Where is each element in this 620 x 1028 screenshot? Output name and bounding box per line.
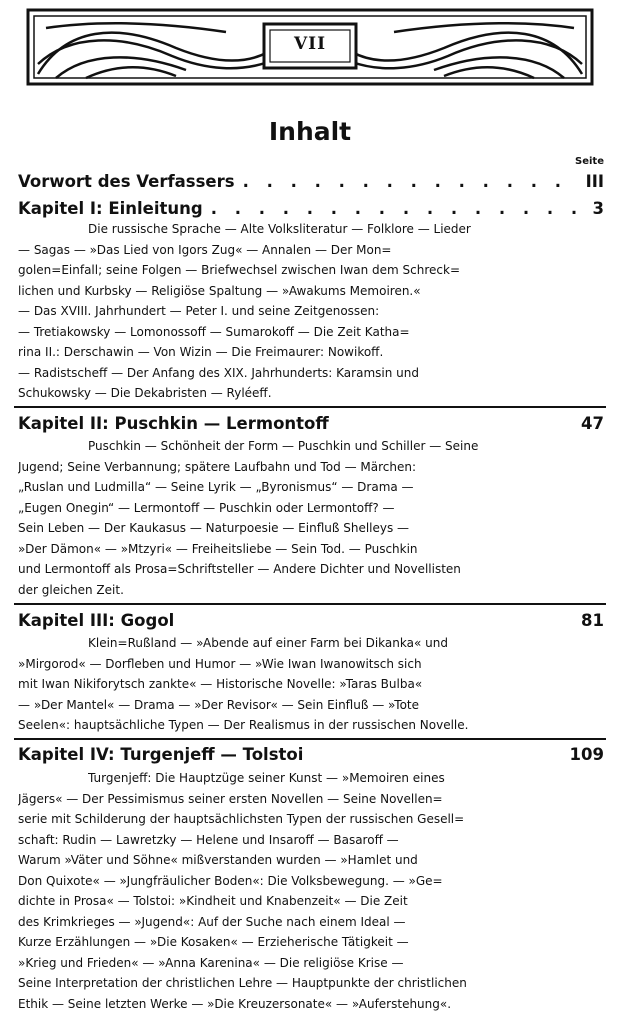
summary-line: golen=Einfall; seine Folgen — Briefwechsel zwischen Iwan dem Schreck= [18,263,461,277]
summary-line: Don Quixote« — »Jungfräulicher Boden«: Die Volksbewegung. — »Ge= [18,873,443,888]
entry-label: Kapitel III: Gogol [18,611,175,630]
summary-line: rina II.: Derschawin — Von Wizin — Die Freimaurer: Nowikoff. [18,345,384,359]
toc-entry-kapitel-2 [18,414,604,433]
summary-line: — Das XVIII. Jahrhundert — Peter I. und seine Zeitgenossen: [18,304,380,318]
summary-line: — Tretiakowsky — Lomonossoff — Sumarokoff — Die Zeit Katha= [18,324,410,339]
summary-line: »Der Dämon« — »Mtzyri« — Freiheitsliebe — Sein Tod. — Puschkin [18,541,418,556]
toc-entry-kapitel-3 [18,611,604,630]
entry-page: 47 [581,414,604,433]
entry-page: III [585,172,604,191]
toc-entry-vorwort [18,172,604,191]
summary-line: Seine Interpretation der christlichen Lehre — Hauptpunkte der christlichen [18,976,467,990]
entry-page: 3 [592,199,604,218]
summary-line: — »Der Mantel« — Drama — »Der Revisor« — Sein Einfluß — »Tote [18,697,419,712]
entry-label: Kapitel I: Einleitung [18,199,203,218]
chapter-1-summary [18,219,606,404]
summary-line: Seelen«: hauptsächliche Typen — Der Realismus in der russischen Novelle. [18,718,469,732]
summary-line: Jugend; Seine Verbannung; spätere Laufbahn und Tod — Märchen: [18,459,416,474]
summary-line: — Sagas — »Das Lied von Igors Zug« — Annalen — Der Mon= [18,242,392,257]
summary-line: Turgenjeff: Die Hauptzüge seiner Kunst — »Memoiren eines [88,771,445,785]
entry-label: Kapitel IV: Turgenjeff — Tolstoi [18,745,304,764]
entry-page: 81 [581,611,604,630]
summary-line: lichen und Kurbsky — Religiöse Spaltung — »Awakums Memoiren.« [18,283,421,298]
section-divider [14,603,606,605]
summary-line: Die russische Sprache — Alte Volksliteratur — Folklore — Lieder [88,222,471,236]
entry-page: 109 [569,745,604,764]
section-divider [14,738,606,740]
chapter-4-summary [18,768,606,1014]
leader-dots [203,199,587,218]
entry-label: Kapitel II: Puschkin — Lermontoff [18,414,329,433]
summary-line: Ethik — Seine letzten Werke — »Die Kreuzersonate« — »Auferstehung«. [18,996,452,1011]
summary-line: — Radistscheff — Der Anfang des XIX. Jahrhunderts: Karamsin und [18,365,419,380]
summary-line: „Eugen Onegin“ — Lermontoff — Puschkin oder Lermontoff? — [18,500,395,515]
summary-line: Jägers« — Der Pessimismus seiner ersten Novellen — Seine Novellen= [18,791,443,806]
summary-line: schaft: Rudin — Lawretzky — Helene und Insaroff — Basaroff — [18,832,399,847]
summary-line: Schukowsky — Die Dekabristen — Ryléeff. [18,386,272,400]
summary-line: Kurze Erzählungen — »Die Kosaken« — Erzieherische Tätigkeit — [18,935,409,949]
summary-line: und Lermontoff als Prosa=Schriftsteller — Andere Dichter und Novellisten [18,562,461,576]
summary-line: Puschkin — Schönheit der Form — Puschkin und Schiller — Seine [88,439,479,453]
page-column-label: Seite [575,156,604,167]
summary-line: „Ruslan und Ludmilla“ — Seine Lyrik — „Byronismus“ — Drama — [18,480,414,494]
toc-entry-kapitel-1 [18,199,604,218]
entry-label: Vorwort des Verfassers [18,172,235,191]
ornamental-header [26,8,594,90]
summary-line: der gleichen Zeit. [18,582,124,597]
summary-line: Klein=Rußland — »Abende auf einer Farm bei Dikanka« und [88,636,448,650]
summary-line: mit Iwan Nikiforytsch zankte« — Historische Novelle: »Taras Bulba« [18,677,423,691]
section-divider [14,406,606,408]
summary-line: des Krimkrieges — »Jugend«: Auf der Suche nach einem Ideal — [18,914,406,929]
chapter-3-summary [18,633,606,736]
leader-dots [235,172,580,191]
summary-line: Sein Leben — Der Kaukasus — Naturpoesie — Einfluß Shelleys — [18,521,410,535]
chapter-2-summary [18,436,606,600]
summary-line: »Krieg und Frieden« — »Anna Karenina« — Die religiöse Krise — [18,955,404,970]
summary-line: dichte in Prosa« — Tolstoi: »Kindheit und Knabenzeit« — Die Zeit [18,894,408,908]
summary-line: »Mirgorod« — Dorfleben und Humor — »Wie Iwan Iwanowitsch sich [18,656,422,671]
toc-entry-kapitel-4 [18,745,604,764]
summary-line: Warum »Väter und Söhne« mißverstanden wurden — »Hamlet und [18,853,418,867]
summary-line: serie mit Schilderung der hauptsächlichsten Typen der russischen Gesell= [18,812,465,826]
page-number: VII [293,34,327,54]
page-title: Inhalt [268,117,352,146]
